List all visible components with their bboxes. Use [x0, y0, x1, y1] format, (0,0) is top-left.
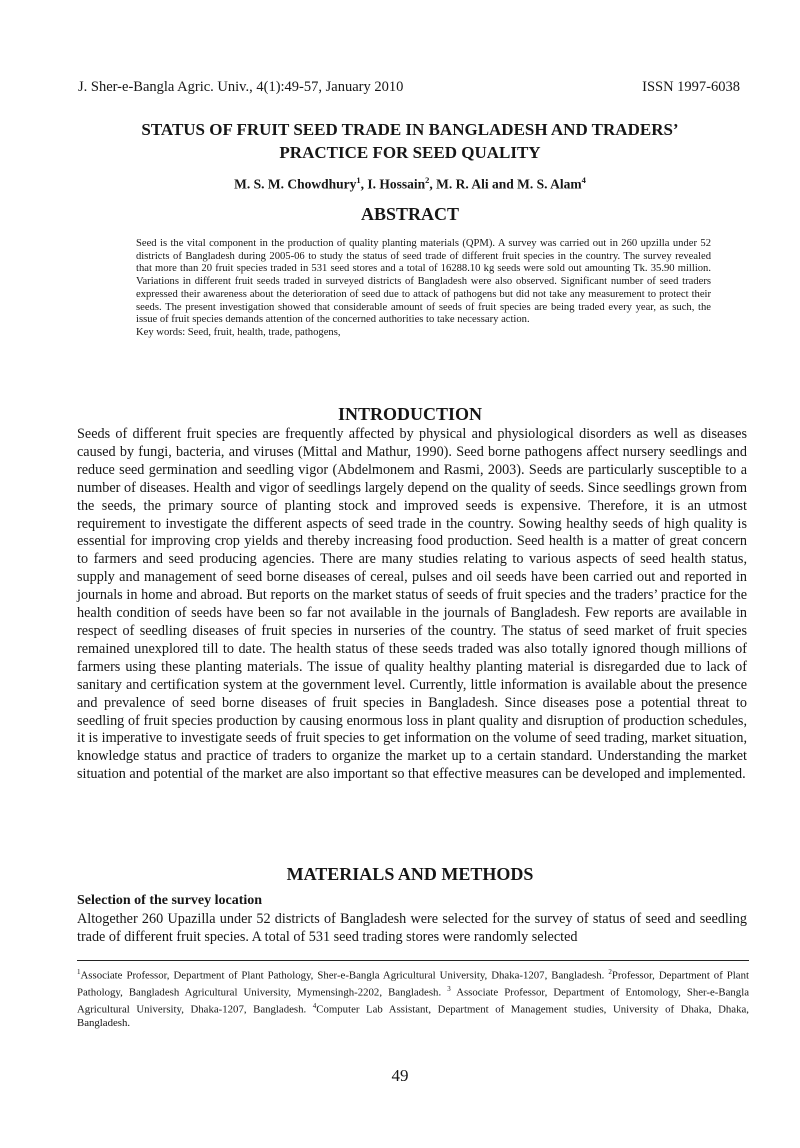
- introduction-paragraph: Seeds of different fruit species are frequently affected by physical and physiological disorders as well as diseases caused by fungi, bacteria, and viruses (Mittal and Mathur, 1990). Seed borne pathogens affect nursery seedlings and reduce seed germination and seedling vigor (Abdelmonem and Rasmi, 2003). Seeds are particularly susceptible to a number of diseases. Health and vigor of seedlings largely depend on the quality of seeds. Since seedlings grown from the seeds, the primary source of planting stock and improved seeds is expensive. Therefore, it is an utmost requirement to investigate the different aspects of seed trade in the country. Sowing healthy seeds of high quality is essential for improving crop yields and thereby increasing food production. Seed health is a matter of great concern to farmers and seed producing agencies. There are many studies relating to various aspects of seed health status, supply and management of seed borne diseases of cereal, pulses and oil seeds have been carried out and reported in journals in home and abroad. But reports on the market status of seeds of fruit species and the traders’ practice for the health condition of seeds have been so far not available in the journals of Bangladesh. Few reports are available in respect of seedling diseases of fruit species in nurseries of the country. The status of seed market of fruit species remained unexplored till to date. The health status of these seeds traded was also totally ignored though millions of farmers using these planting materials. The issue of quality healthy planting material is disregarded due to lack of sanitary and certification system at the government level. Currently, little information is available about the presence and prevalence of seed borne diseases of fruit species in Bangladesh. Since diseases pose a potential threat to seedling of fruit species production by causing enormous loss in plant quality and disruption of production schedules, it is imperative to investigate seeds of fruit species to get information on the volume of seed trading, market situation, knowledge status and practice of traders to organize the market up to a certain standard. Understanding the market situation and potential of the market are also important so that effective measures can be developed and implemented.: [77, 426, 747, 783]
- abstract-body: [136, 238, 711, 340]
- footnotes: [77, 966, 749, 1031]
- footnote-3: Associate Professor, Department of Entomology, Sher-e-Bangla Agricultural University, Dhaka-1207, Bangladesh.: [77, 986, 749, 1016]
- title-line-1: STATUS OF FRUIT SEED TRADE IN BANGLADESH AND TRADERS’: [141, 120, 679, 139]
- author-4-affil: 4: [581, 175, 586, 185]
- author-1: M. S. M. Chowdhury: [234, 176, 357, 192]
- abstract-text: Seed is the vital component in the production of quality planting materials (QPM). A survey was carried out in 260 upzilla under 52 districts of Bangladesh during 2005-06 to study the status of seed trade of different fruit species in the country. The survey revealed that more than 20 fruit species traded in 531 seed stores and a total of 16288.10 kg seeds were sold out amounting Tk. 35.90 million. Variations in different fruit seeds traded in surveyed districts of Bangladesh were also observed. Significant number of seed traders expressed their awareness about the deterioration of seed due to attack of pathogens but did not take any measurement to protect their seeds. The present investigation showed that considerable amount of seeds of fruit species are being traded every year, as such, the issue of fruit species demands attention of the concerned authorities to take necessary action.: [136, 238, 711, 326]
- page-number: 49: [391, 1066, 409, 1085]
- methods-heading: MATERIALS AND METHODS: [286, 864, 534, 884]
- footnote-1-mark: 1: [77, 968, 81, 976]
- footnote-3-mark: 3: [447, 985, 451, 994]
- footnote-divider: [77, 960, 749, 961]
- paper-title: [80, 118, 740, 164]
- title-line-2: PRACTICE FOR SEED QUALITY: [279, 143, 541, 162]
- author-1-affil: 1: [356, 175, 361, 185]
- footnote-2: Professor, Department of Plant Pathology, Bangladesh Agricultural University, Mymensingh-2202, Bangladesh.: [77, 969, 749, 999]
- keywords: Key words: Seed, fruit, health, trade, pathogens,: [136, 326, 341, 338]
- journal-citation: J. Sher-e-Bangla Agric. Univ., 4(1):49-57, January 2010: [78, 79, 404, 95]
- footnote-4-mark: 4: [312, 1002, 317, 1011]
- introduction-heading: INTRODUCTION: [337, 404, 483, 424]
- footnote-2-mark: 2: [608, 968, 612, 976]
- abstract-heading: ABSTRACT: [360, 204, 460, 224]
- footnote-4: Computer Lab Assistant, Department of Management studies, University of Dhaka, Dhaka, Bangladesh.: [77, 1003, 749, 1030]
- methods-paragraph: Altogether 260 Upazilla under 52 districts of Bangladesh were selected for the survey of status of seed and seedling trade of different fruit species. A total of 531 seed trading stores were randomly selected: [77, 911, 747, 945]
- issn: ISSN 1997-6038: [642, 79, 740, 95]
- author-list: M. S. M. Chowdhury$^1$, I. Hossain$^2$, M. R. Ali and M. S. Alam$^4$: [234, 175, 586, 192]
- author-2-affil: 2: [425, 175, 430, 185]
- author-3-4: M. R. Ali and M. S. Alam: [436, 176, 582, 192]
- author-2: I. Hossain: [367, 176, 426, 192]
- methods-subheading: Selection of the survey location: [77, 893, 263, 908]
- footnote-1: Associate Professor, Department of Plant Pathology, Sher-e-Bangla Agricultural University, Dhaka-1207, Bangladesh.: [80, 969, 605, 982]
